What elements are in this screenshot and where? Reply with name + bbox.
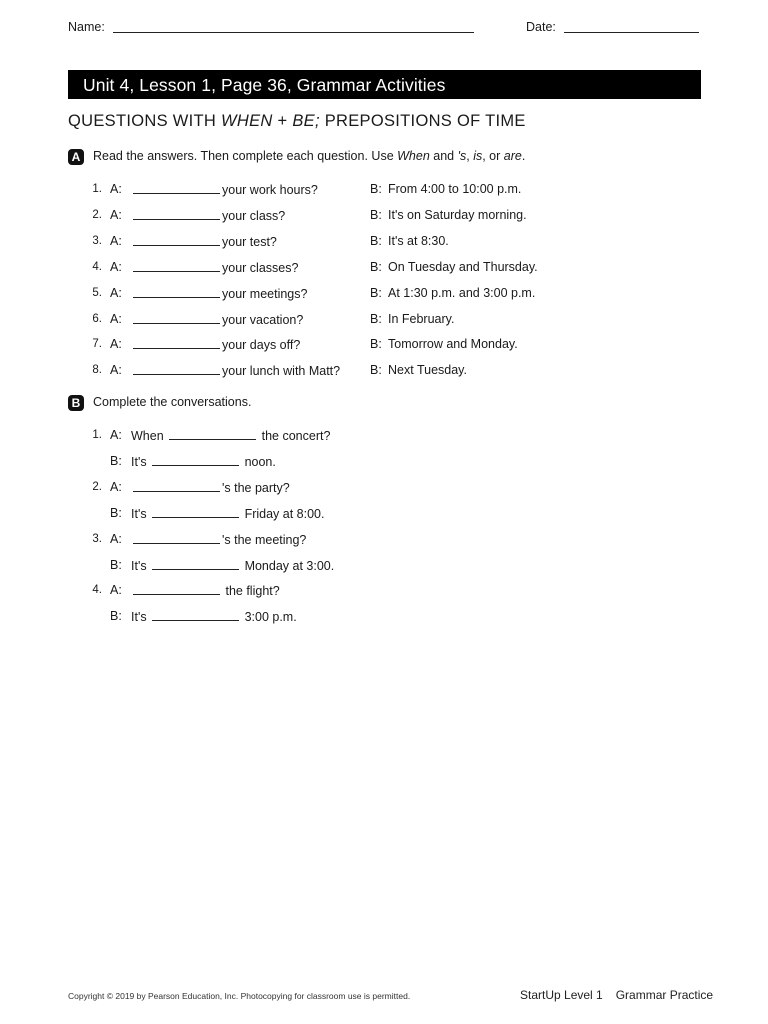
conversation-line-a [88,582,488,598]
item-number: 1. [92,183,102,195]
activity-a-badge: A [68,149,84,165]
banner-title: Unit 4, Lesson 1, Page 36, Grammar Activities [83,75,446,95]
answer-blank[interactable] [133,285,220,298]
answer-blank[interactable] [152,505,239,518]
activity-a-item [88,181,548,197]
prompt-text: 's the meeting? [222,533,307,547]
answer-blank[interactable] [169,427,256,440]
answer-blank[interactable] [152,608,239,621]
prompt-text: noon. [244,455,276,469]
prompt-text: the concert? [261,429,331,443]
conversation-line-b [88,608,488,624]
activity-a-item [88,207,548,223]
speaker-b-label: B: [370,182,382,196]
question-text: your class? [222,209,286,223]
prompt-text: It's [131,610,147,624]
conversation-line-b [88,557,488,573]
footer-book-info [520,988,713,1002]
prompt-text: It's [131,507,147,521]
prompt-text: 3:00 p.m. [244,610,297,624]
prompt-text: It's [131,455,147,469]
prompt-text: Friday at 8:00. [244,507,325,521]
conversation-line-a [88,479,488,495]
speaker-a-label: A: [110,480,122,494]
answer-text: Tomorrow and Monday. [388,337,518,351]
activity-a-item [88,362,548,378]
item-number: 6. [92,313,102,325]
speaker-a-label: A: [110,428,122,442]
answer-blank[interactable] [133,207,220,220]
activity-a-item [88,259,548,275]
answer-text: At 1:30 p.m. and 3:00 p.m. [388,286,536,300]
prompt-text: It's [131,559,147,573]
item-number: 1. [92,429,102,441]
speaker-b-label: B: [370,260,382,274]
speaker-b-label: B: [370,312,382,326]
answer-blank[interactable] [133,531,220,544]
answer-text: On Tuesday and Thursday. [388,260,538,274]
activity-a-item [88,233,548,249]
answer-blank[interactable] [133,362,220,375]
speaker-b-label: B: [370,286,382,300]
speaker-b-label: B: [370,363,382,377]
prompt-text: 's the party? [222,481,290,495]
prompt-text: Monday at 3:00. [244,559,335,573]
item-number: 2. [92,209,102,221]
question-text: your days off? [222,338,301,352]
book-name: Grammar Practice [615,988,714,1002]
speaker-a-label: A: [110,260,122,274]
speaker-b-label: B: [110,609,122,623]
answer-text: Next Tuesday. [388,363,467,377]
question-text: your meetings? [222,287,308,301]
activity-a-instruction: Read the answers. Then complete each question. Use When and 's, is, or are. [93,149,526,163]
date-field[interactable] [564,32,699,33]
speaker-a-label: A: [110,363,122,377]
question-text: your lunch with Matt? [222,364,341,378]
copyright-notice: Copyright © 2019 by Pearson Education, Inc. Photocopying for classroom use is permitted. [68,991,411,1001]
answer-blank[interactable] [133,259,220,272]
answer-text: It's at 8:30. [388,234,449,248]
answer-blank[interactable] [133,336,220,349]
activity-b-badge: B [68,395,84,411]
speaker-b-label: B: [110,558,122,572]
conversation-line-a [88,531,488,547]
speaker-b-label: B: [370,208,382,222]
answer-text: It's on Saturday morning. [388,208,527,222]
conversation-line-b [88,453,488,469]
answer-blank[interactable] [133,233,220,246]
activity-a-item [88,311,548,327]
speaker-a-label: A: [110,208,122,222]
speaker-a-label: A: [110,234,122,248]
section-heading: QUESTIONS WITH WHEN + BE; PREPOSITIONS OF TIME [68,112,526,130]
prompt-text: the flight? [225,584,280,598]
speaker-a-label: A: [110,182,122,196]
activity-a-item [88,336,548,352]
answer-blank[interactable] [133,582,220,595]
answer-blank[interactable] [133,479,220,492]
item-number: 5. [92,287,102,299]
question-text: your vacation? [222,313,304,327]
speaker-a-label: A: [110,286,122,300]
unit-banner [68,70,701,99]
conversation-line-a [88,427,488,443]
question-text: your classes? [222,261,299,275]
speaker-a-label: A: [110,583,122,597]
name-field[interactable] [113,32,474,33]
item-number: 7. [92,338,102,350]
speaker-b-label: B: [110,454,122,468]
answer-text: From 4:00 to 10:00 p.m. [388,182,522,196]
item-number: 4. [92,261,102,273]
answer-blank[interactable] [152,453,239,466]
speaker-a-label: A: [110,532,122,546]
speaker-b-label: B: [110,506,122,520]
speaker-b-label: B: [370,337,382,351]
item-number: 3. [92,235,102,247]
speaker-b-label: B: [370,234,382,248]
activity-b-instruction: Complete the conversations. [93,395,252,409]
item-number: 2. [92,481,102,493]
answer-blank[interactable] [133,181,220,194]
date-label: Date: [526,20,556,34]
name-label: Name: [68,20,105,34]
question-text: your test? [222,235,277,249]
answer-blank[interactable] [133,311,220,324]
conversation-line-b [88,505,488,521]
speaker-a-label: A: [110,312,122,326]
question-text: your work hours? [222,183,318,197]
item-number: 3. [92,533,102,545]
item-number: 4. [92,584,102,596]
series-name: StartUp Level 1 [520,988,603,1002]
activity-a-item [88,285,548,301]
prompt-text: When [131,429,164,443]
answer-blank[interactable] [152,557,239,570]
item-number: 8. [92,364,102,376]
speaker-a-label: A: [110,337,122,351]
answer-text: In February. [388,312,455,326]
